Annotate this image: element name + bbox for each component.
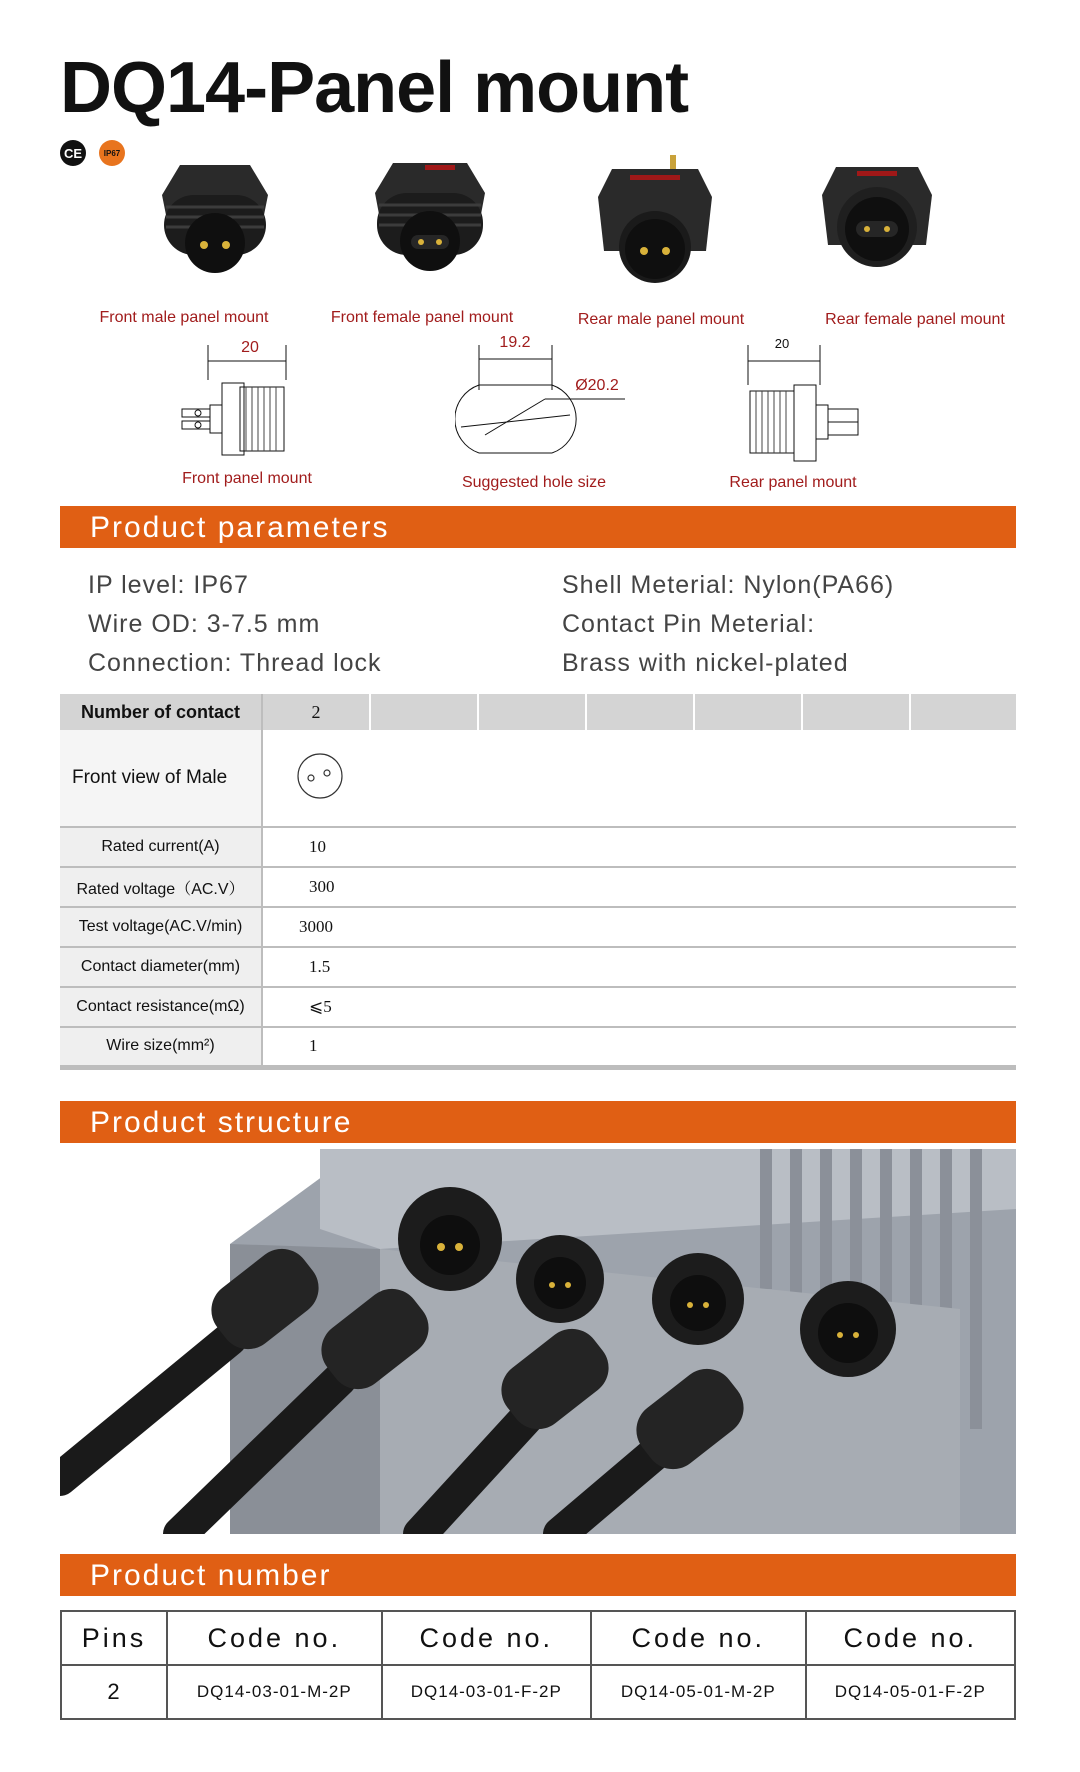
spec-header-cell bbox=[694, 694, 802, 730]
spec-value: 10 bbox=[262, 827, 1016, 867]
param-contact-plating: Brass with nickel-plated bbox=[562, 649, 849, 677]
product-label-front-male: Front male panel mount bbox=[99, 309, 269, 326]
code-header: Code no. bbox=[382, 1611, 591, 1665]
male-front-view-icon bbox=[295, 751, 345, 801]
spec-label: Test voltage(AC.V/min) bbox=[60, 907, 262, 947]
product-number-header-row bbox=[61, 1611, 1015, 1665]
hole-size-drawing bbox=[455, 335, 635, 470]
code-header: Code no. bbox=[806, 1611, 1015, 1665]
number-title: Product number bbox=[90, 1559, 332, 1592]
code-header: Code no. bbox=[167, 1611, 382, 1665]
spec-header-label: Number of contact bbox=[60, 694, 262, 730]
param-wire-od: Wire OD: 3-7.5 mm bbox=[88, 610, 321, 638]
code-value: DQ14-05-01-F-2P bbox=[806, 1665, 1015, 1719]
spec-value: 3000 bbox=[262, 907, 1016, 947]
front-panel-label: Front panel mount bbox=[182, 470, 312, 487]
spec-row bbox=[60, 827, 1016, 867]
code-value: DQ14-03-01-M-2P bbox=[167, 1665, 382, 1719]
spec-row bbox=[60, 907, 1016, 947]
product-label-rear-male: Rear male panel mount bbox=[577, 311, 745, 328]
product-number-table bbox=[60, 1610, 1016, 1720]
spec-value: ⩽5 bbox=[262, 987, 1016, 1027]
pins-header: Pins bbox=[61, 1611, 167, 1665]
param-contact-material: Contact Pin Meterial: bbox=[562, 610, 816, 638]
spec-row bbox=[60, 987, 1016, 1027]
param-shell-material: Shell Meterial: Nylon(PA66) bbox=[562, 571, 895, 599]
ce-badge: CE bbox=[60, 140, 86, 166]
spec-label: Rated voltage（AC.V） bbox=[60, 867, 262, 907]
param-ip-level: IP level: IP67 bbox=[88, 571, 249, 599]
spec-header-cell bbox=[910, 694, 1016, 730]
spec-header-cell bbox=[586, 694, 694, 730]
spec-view-label: Front view of Male bbox=[60, 730, 262, 827]
parameters-title: Product parameters bbox=[90, 511, 390, 544]
spec-view-cell bbox=[262, 730, 1016, 827]
hole-size-label: Suggested hole size bbox=[461, 474, 607, 491]
number-header bbox=[60, 1554, 1016, 1596]
spec-header-cell bbox=[802, 694, 910, 730]
product-label-front-female: Front female panel mount bbox=[330, 309, 514, 326]
rear-panel-label: Rear panel mount bbox=[729, 474, 857, 491]
code-value: DQ14-05-01-M-2P bbox=[591, 1665, 806, 1719]
spec-label: Wire size(mm²) bbox=[60, 1027, 262, 1067]
hole-width-label: 19.2 bbox=[499, 334, 531, 351]
rear-male-connector-icon bbox=[590, 155, 720, 285]
code-value: DQ14-03-01-F-2P bbox=[382, 1665, 591, 1719]
product-structure-image bbox=[60, 1149, 1016, 1534]
spec-header-cell bbox=[370, 694, 478, 730]
front-dim-label: 20 bbox=[241, 339, 259, 356]
spec-label: Contact resistance(mΩ) bbox=[60, 987, 262, 1027]
front-panel-drawing bbox=[170, 335, 300, 470]
spec-header-value: 2 bbox=[262, 694, 370, 730]
spec-value: 300 bbox=[262, 867, 1016, 907]
spec-label: Contact diameter(mm) bbox=[60, 947, 262, 987]
parameters-header bbox=[60, 506, 1016, 548]
rear-panel-drawing bbox=[730, 335, 865, 470]
front-male-connector-icon bbox=[150, 155, 280, 285]
spec-label: Rated current(A) bbox=[60, 827, 262, 867]
spec-row bbox=[60, 947, 1016, 987]
product-label-rear-female: Rear female panel mount bbox=[825, 311, 1005, 328]
spec-table bbox=[60, 694, 1016, 1070]
product-number-row bbox=[61, 1665, 1015, 1719]
spec-header-row bbox=[60, 694, 1016, 730]
spec-value: 1.5 bbox=[262, 947, 1016, 987]
front-female-connector-icon bbox=[365, 155, 495, 285]
spec-row bbox=[60, 1027, 1016, 1067]
hole-diameter-label: Ø20.2 bbox=[575, 377, 619, 394]
spec-header-cell bbox=[478, 694, 586, 730]
structure-header bbox=[60, 1101, 1016, 1143]
rear-dim-label: 20 bbox=[774, 336, 790, 351]
spec-row bbox=[60, 867, 1016, 907]
rear-female-connector-icon bbox=[812, 155, 942, 285]
structure-title: Product structure bbox=[90, 1106, 353, 1139]
spec-view-row bbox=[60, 730, 1016, 827]
pins-value: 2 bbox=[61, 1665, 167, 1719]
page-title: DQ14-Panel mount bbox=[60, 48, 689, 128]
ip67-badge: IP67 bbox=[99, 140, 125, 166]
param-connection: Connection: Thread lock bbox=[88, 649, 382, 677]
code-header: Code no. bbox=[591, 1611, 806, 1665]
spec-value: 1 bbox=[262, 1027, 1016, 1067]
